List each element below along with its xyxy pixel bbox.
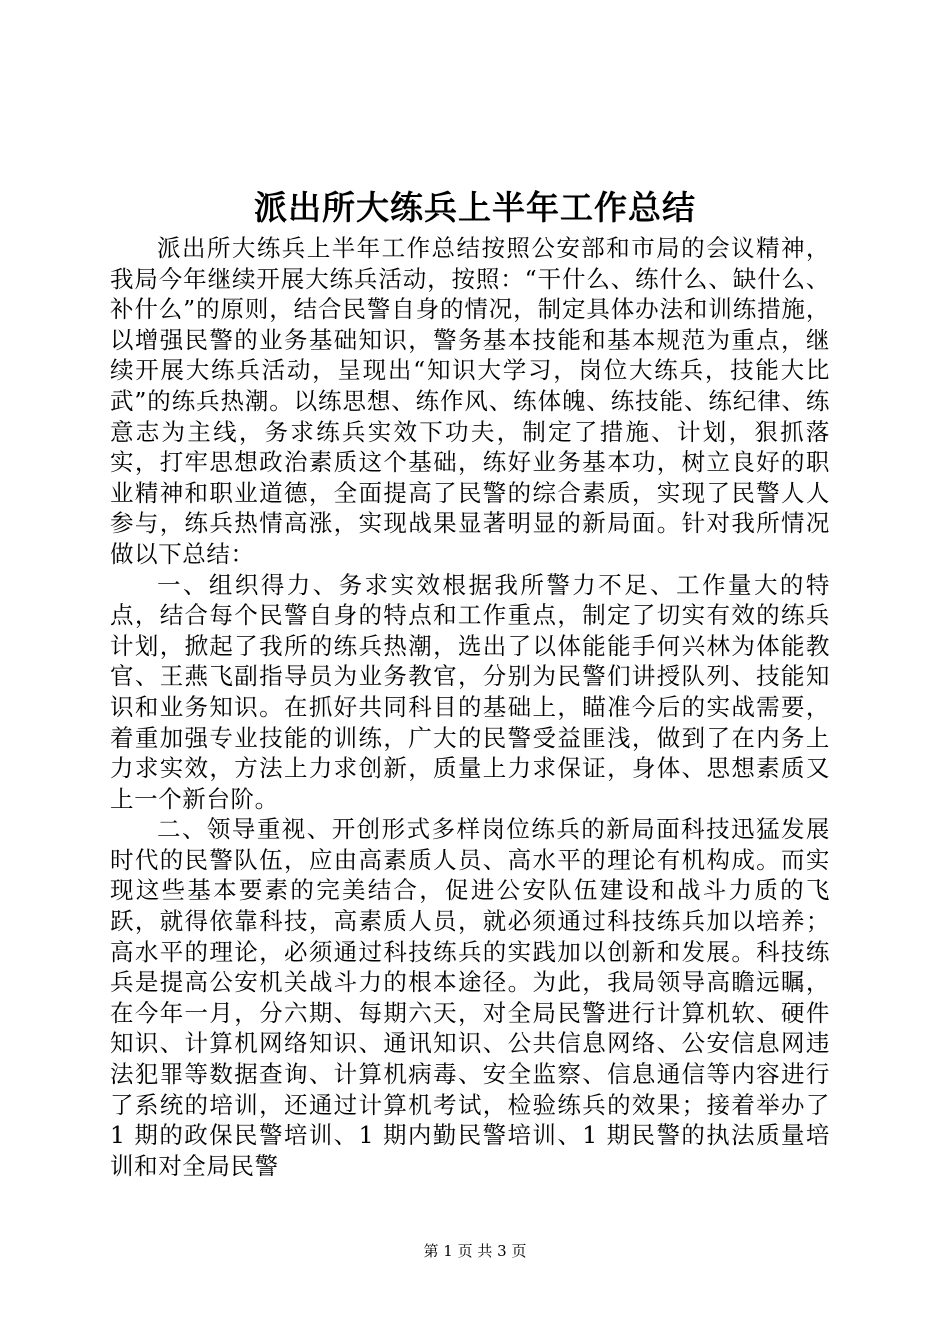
document-body <box>110 233 830 1181</box>
paragraph-intro: 派出所大练兵上半年工作总结按照公安部和市局的会议精神，我局今年继续开展大练兵活动，按照：“干什么、练什么、缺什么、补什么”的原则，结合民警自身的情况，制定具体办法和训练措施，以增强民警的业务基础知识，警务基本技能和基本规范为重点，继续开展大练兵活动，呈现出“知识大学习，岗位大练兵，技能大比武”的练兵热潮。以练思想、练作风、练体魄、练技能、练纪律、练意志为主线，务求练兵实效下功夫，制定了措施、计划，狠抓落实，打牢思想政治素质这个基础，练好业务基本功，树立良好的职业精神和职业道德，全面提高了民警的综合素质，实现了民警人人参与，练兵热情高涨，实现战果显著明显的新局面。针对我所情况做以下总结： <box>110 234 830 568</box>
paragraph-section-one: 一、组织得力、务求实效根据我所警力不足、工作量大的特点，结合每个民警自身的特点和工作重点，制定了切实有效的练兵计划，掀起了我所的练兵热潮，选出了以体能能手何兴林为体能教官、王燕飞副指导员为业务教官，分别为民警们讲授队列、技能知识和业务知识。在抓好共同科目的基础上，瞄准今后的实战需要，着重加强专业技能的训练，广大的民警受益匪浅，做到了在内务上力求实效，方法上力求创新，质量上力求保证，身体、思想素质又上一个新台阶。 <box>110 570 830 813</box>
page-footer: 第 1 页 共 3 页 <box>423 1242 527 1260</box>
paragraph-section-two: 二、领导重视、开创形式多样岗位练兵的新局面科技迅猛发展时代的民警队伍，应由高素质人员、高水平的理论有机构成。而实现这些基本要素的完美结合，促进公安队伍建设和战斗力质的飞跃，就得依靠科技，高素质人员，就必须通过科技练兵加以培养；高水平的理论，必须通过科技练兵的实践加以创新和发展。科技练兵是提高公安机关战斗力的根本途径。为此，我局领导高瞻远瞩，在今年一月，分六期、每期六天，对全局民警进行计算机软、硬件知识、计算机网络知识、通讯知识、公共信息网络、公安信息网违法犯罪等数据查询、计算机病毒、安全监察、信息通信等内容进行了系统的培训，还通过计算机考试，检验练兵的效果；接着举办了 1 期的政保民警培训、1 期内勤民警培训、1 期民警的执法质量培训和对全局民警 <box>110 815 830 1180</box>
page-title: 派出所大练兵上半年工作总结 <box>254 188 696 227</box>
